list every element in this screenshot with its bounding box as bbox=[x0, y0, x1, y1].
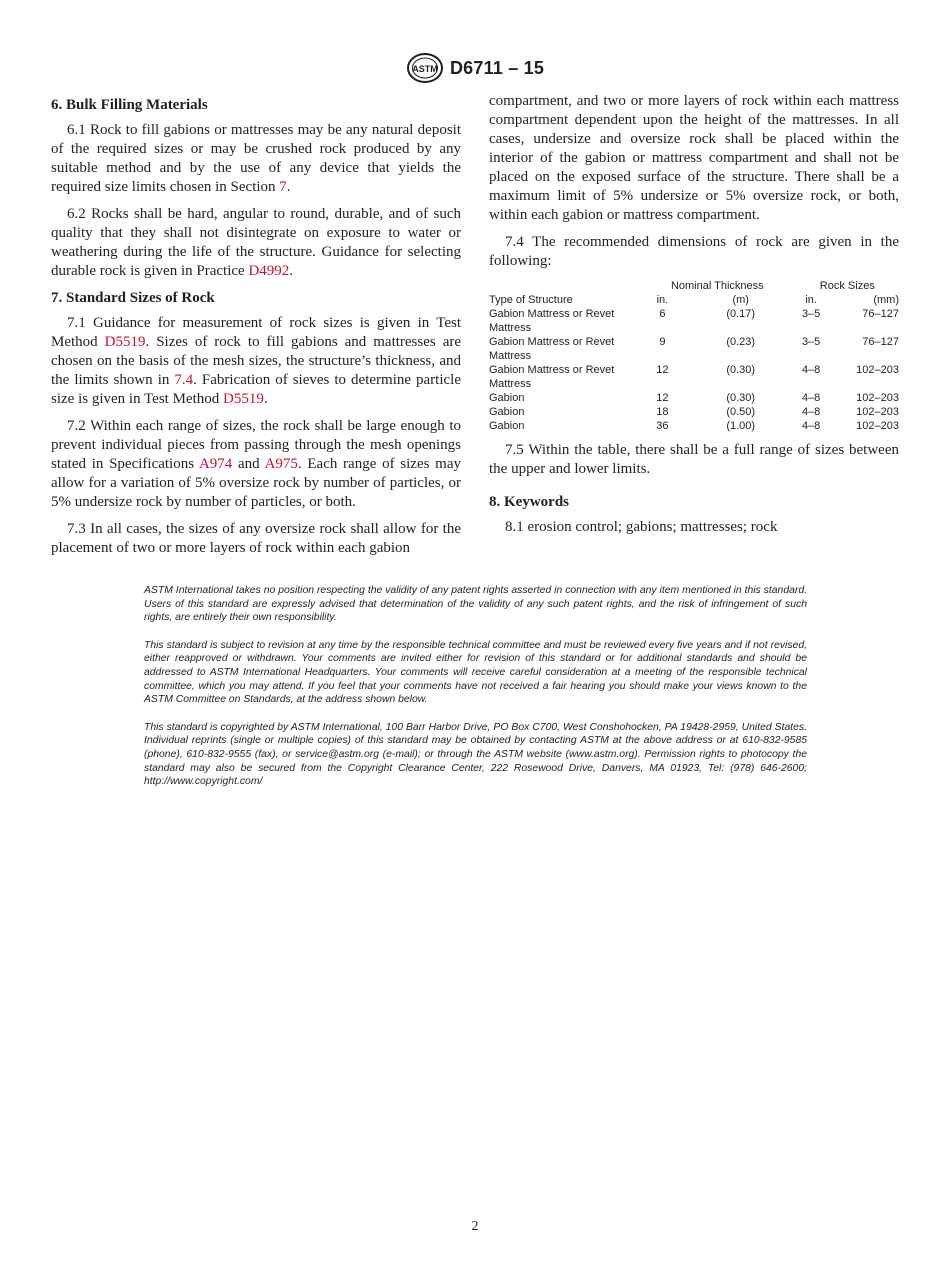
table-group-header bbox=[489, 279, 899, 293]
structure-type-cell: Gabion bbox=[489, 406, 525, 418]
table-row bbox=[489, 391, 899, 405]
revision-notice: This standard is subject to revision at any time by the responsible technical committee and must be reviewed every five years and if not revised, either reapproved or withdrawn. Your comments are invited either for revision of this standard or for additional standards and should be addressed to ASTM International Headquarters. Your comments will receive careful consideration at a meeting of the responsible technical committee, which you may attend. If you feel that your comments have not received a fair hearing you should make your views known to the ASTM Committee on Standards, at the address shown below. bbox=[144, 639, 807, 706]
thickness-m-cell: (0.30) bbox=[726, 392, 756, 404]
structure-type-cell: Gabion Mattress or Revet Mattress bbox=[489, 336, 615, 362]
rock-sizes-header: Rock Sizes bbox=[819, 280, 875, 292]
rock-mm-cell: 102–203 bbox=[856, 364, 899, 376]
nominal-thickness-header: Nominal Thickness bbox=[670, 280, 764, 292]
paragraph-6-2: 6.2 Rocks shall be hard, angular to round, durable, and of such quality that they shall not disintegrate on exposure to water or weathering during the life of the structure. Guidance for selecting durable rock is given in Practice D4992. bbox=[51, 206, 461, 279]
table-row bbox=[489, 405, 899, 419]
rock-in-cell: 4–8 bbox=[801, 392, 821, 404]
thickness-in-cell: 12 bbox=[656, 364, 669, 376]
thickness-in-cell: 18 bbox=[656, 406, 669, 418]
paragraph-8-1: 8.1 erosion control; gabions; mattresses; rock bbox=[505, 519, 778, 535]
structure-type-cell: Gabion bbox=[489, 392, 525, 404]
thickness-m-header: (m) bbox=[732, 294, 749, 306]
page-number: 2 bbox=[471, 1219, 479, 1234]
standard-designation: D6711 – 15 bbox=[449, 57, 545, 78]
rock-mm-cell: 76–127 bbox=[862, 308, 899, 320]
left-column bbox=[51, 92, 461, 566]
section-6-heading: 6. Bulk Filling Materials bbox=[51, 97, 208, 113]
link-section-7[interactable]: 7 bbox=[279, 179, 287, 195]
rock-dimensions-table bbox=[489, 279, 899, 433]
paragraph-7-3-continued: compartment, and two or more layers of rock within each mattress compartment dependent upon the height of the mattresses. In all cases, undersize and oversize rock shall be placed within the interior of the gabion or mattress compartment and shall not be placed on the exposed surface of the structure. There shall be a maximum limit of 5% undersize or 5% oversize rock, or both, within each gabion or mattress compartment. bbox=[489, 93, 899, 223]
table-row bbox=[489, 363, 899, 391]
rock-mm-cell: 102–203 bbox=[856, 420, 899, 432]
paragraph-7-4: 7.4 The recommended dimensions of rock are given in the following: bbox=[489, 234, 899, 269]
rock-mm-cell: 102–203 bbox=[856, 392, 899, 404]
rock-in-cell: 4–8 bbox=[801, 406, 821, 418]
paragraph-7-3-start: 7.3 In all cases, the sizes of any oversize rock shall allow for the placement of two or more layers of rock within each gabion bbox=[51, 521, 461, 556]
svg-text:ASTM: ASTM bbox=[412, 64, 438, 74]
rock-mm-cell: 76–127 bbox=[862, 336, 899, 348]
thickness-in-header: in. bbox=[656, 294, 669, 306]
table-row bbox=[489, 335, 899, 363]
paragraph-6-1: 6.1 Rock to fill gabions or mattresses may be any natural deposit of the required sizes or may be crushed rock produced by any suitable method and by the use of any device that yields the required size limits chosen in Section 7. bbox=[51, 122, 461, 195]
section-7-heading: 7. Standard Sizes of Rock bbox=[51, 290, 215, 306]
structure-type-cell: Gabion Mattress or Revet Mattress bbox=[489, 308, 615, 334]
link-a974[interactable]: A974 bbox=[198, 456, 233, 472]
link-d5519[interactable]: D5519 bbox=[104, 334, 146, 350]
rock-in-cell: 4–8 bbox=[801, 420, 821, 432]
paragraph-7-1: 7.1 Guidance for measurement of rock sizes is given in Test Method D5519. Sizes of rock to fill gabions and mattresses are chosen on the basis of the mesh sizes, the structure’s thickness, and the limits shown in 7.4. Fabrication of sieves to determine particle size is given in Test Method D5519. bbox=[51, 315, 462, 407]
thickness-m-cell: (0.50) bbox=[726, 406, 756, 418]
thickness-in-cell: 6 bbox=[659, 308, 666, 320]
thickness-m-cell: (0.17) bbox=[726, 308, 756, 320]
rock-mm-header: (mm) bbox=[873, 294, 899, 306]
rock-in-cell: 4–8 bbox=[801, 364, 821, 376]
thickness-m-cell: (0.30) bbox=[726, 364, 756, 376]
rock-in-cell: 3–5 bbox=[801, 308, 821, 320]
astm-logo-icon bbox=[406, 52, 444, 84]
paragraph-7-5: 7.5 Within the table, there shall be a full range of sizes between the upper and lower limits. bbox=[489, 442, 899, 477]
rock-mm-cell: 102–203 bbox=[856, 406, 899, 418]
thickness-m-cell: (0.23) bbox=[726, 336, 756, 348]
structure-type-cell: Gabion bbox=[489, 420, 525, 432]
thickness-in-cell: 9 bbox=[659, 336, 666, 348]
footer-notes bbox=[144, 584, 807, 803]
link-d5519-2[interactable]: D5519 bbox=[223, 391, 264, 407]
patent-notice: ASTM International takes no position respecting the validity of any patent rights asserted in connection with any item mentioned in this standard. Users of this standard are expressly advised that determination of the validity of any such patent rights, and the risk of infringement of such rights, are entirely their own responsibility. bbox=[144, 585, 807, 624]
link-7-4[interactable]: 7.4 bbox=[174, 372, 194, 388]
paragraph-7-2: 7.2 Within each range of sizes, the rock shall be large enough to prevent individual pieces from passing through the mesh openings stated in Specifications A974 and A975. Each range of sizes may allow for a variation of 5% oversize rock by number of particles, or 5% undersize rock by number of particles, or both. bbox=[51, 418, 461, 510]
page-header bbox=[0, 50, 950, 86]
copyright-notice: This standard is copyrighted by ASTM International, 100 Barr Harbor Drive, PO Box C700, West Conshohocken, PA 19428-2959, United States. Individual reprints (single or multiple copies) of this standard may be obtained by contacting ASTM at the above address or at 610-832-9585 (phone), 610-832-9555 (fax), or service@astm.org (e-mail); or through the ASTM website (www.astm.org). Permission rights to photocopy the standard may also be secured from the Copyright Clearance Center, 222 Rosewood Drive, Danvers, MA 01923, Tel: (978) 646-2600; http://www.copyright.com/ bbox=[144, 721, 807, 788]
thickness-in-cell: 36 bbox=[656, 420, 669, 432]
table-row bbox=[489, 307, 899, 335]
rock-in-cell: 3–5 bbox=[801, 336, 821, 348]
right-column bbox=[489, 92, 899, 545]
thickness-in-cell: 12 bbox=[656, 392, 669, 404]
table-row bbox=[489, 419, 899, 433]
table-column-header bbox=[489, 293, 899, 307]
type-of-structure-header: Type of Structure bbox=[489, 294, 573, 306]
link-a975[interactable]: A975 bbox=[264, 456, 298, 472]
structure-type-cell: Gabion Mattress or Revet Mattress bbox=[489, 364, 615, 390]
section-8-heading: 8. Keywords bbox=[489, 494, 569, 510]
rock-in-header: in. bbox=[805, 294, 817, 306]
link-d4992[interactable]: D4992 bbox=[248, 263, 290, 279]
thickness-m-cell: (1.00) bbox=[726, 420, 756, 432]
